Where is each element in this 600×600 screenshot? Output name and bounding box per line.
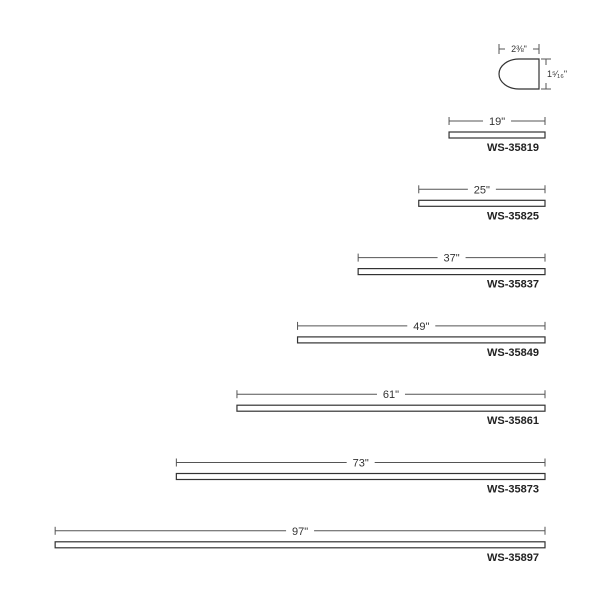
profile-height-label: 1⁵⁄₁₆" bbox=[546, 69, 568, 79]
fixture-bar bbox=[55, 542, 545, 548]
fixture-bar bbox=[419, 200, 545, 206]
model-number: WS-35861 bbox=[487, 415, 539, 428]
profile-shape bbox=[499, 59, 539, 89]
model-number: WS-35825 bbox=[487, 210, 539, 223]
fixture-row bbox=[419, 183, 545, 222]
model-number: WS-35849 bbox=[487, 346, 539, 359]
fixture-bar bbox=[237, 405, 545, 411]
length-label: 25" bbox=[473, 184, 490, 197]
profile-width-label: 2⅜" bbox=[511, 44, 527, 54]
length-label: 97" bbox=[292, 525, 309, 538]
fixture-bar bbox=[358, 269, 545, 275]
fixture-row bbox=[237, 388, 545, 427]
fixture-row bbox=[55, 525, 545, 564]
length-label: 73" bbox=[352, 457, 369, 470]
fixture-list bbox=[55, 115, 545, 564]
fixture-bar bbox=[449, 132, 545, 138]
length-label: 61" bbox=[382, 389, 400, 402]
fixture-bar bbox=[176, 474, 545, 480]
model-number: WS-35819 bbox=[487, 142, 539, 154]
fixture-bar bbox=[298, 337, 545, 343]
model-number: WS-35837 bbox=[487, 278, 539, 291]
model-number: WS-35873 bbox=[487, 483, 539, 496]
profile-height-dimension bbox=[541, 59, 567, 89]
fixture-row bbox=[449, 115, 545, 154]
length-label: 37" bbox=[443, 252, 460, 265]
profile-view bbox=[499, 44, 567, 89]
profile-width-dimension bbox=[499, 44, 539, 54]
length-label: 49" bbox=[413, 320, 430, 333]
fixture-row bbox=[358, 252, 545, 291]
model-number: WS-35897 bbox=[487, 551, 539, 564]
fixture-row bbox=[298, 320, 545, 359]
length-label: 19" bbox=[488, 116, 506, 128]
fixture-row bbox=[176, 457, 545, 496]
